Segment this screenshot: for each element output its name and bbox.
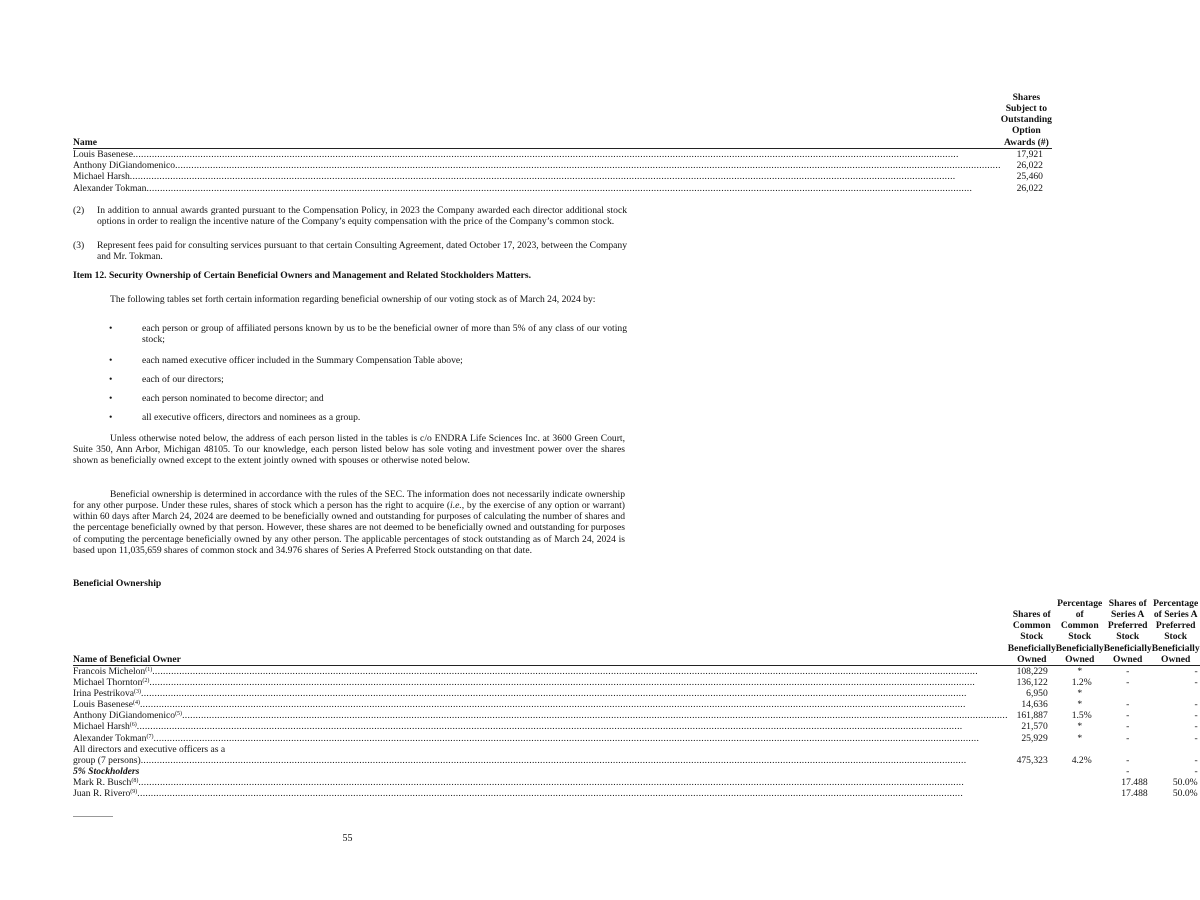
- item-12-heading: Item 12. Security Ownership of Certain Beneficial Owners and Management and Related Stockholders Matters.: [73, 270, 532, 281]
- list-item: • each person or group of affiliated persons known by us to be the beneficial owner of more than 5% of any class of our voting stock;: [109, 323, 627, 346]
- common-pct-value: *: [1077, 732, 1083, 744]
- group-preferred-shares-value: -: [1126, 754, 1130, 766]
- intro-paragraph: The following tables set forth certain information regarding beneficial ownership of our voting stock as of March 24, 2024 by:: [110, 294, 596, 305]
- column-header-owner: Name of Beneficial Owner: [73, 598, 1008, 665]
- group-label-line2: group (7 persons): [73, 754, 141, 766]
- list-item: • each person nominated to become director; and: [109, 393, 324, 404]
- preferred-shares-value: -: [1126, 732, 1130, 744]
- list-item: • each of our directors;: [109, 374, 224, 385]
- common-pct-value: *: [1077, 688, 1083, 699]
- option-awards-value: 26,022: [1016, 160, 1043, 171]
- table-row: Irina Pestrikova$^{(3)}$ ..... 6,950 *: [73, 688, 1200, 699]
- common-shares-value: 6,950: [1026, 688, 1048, 699]
- column-header-preferred-pct: Percentage of Series A Preferred Stock Beneficially Owned: [1151, 598, 1200, 665]
- preferred-pct-value: -: [1194, 710, 1198, 722]
- option-awards-value: 26,022: [1016, 182, 1043, 194]
- director-name: Louis Basenese: [73, 148, 133, 160]
- table-row: Michael Thornton$^{(2)}$ ..... 136,122 1.2% - -: [73, 677, 1200, 688]
- table-row-section-label: [73, 766, 1200, 777]
- preferred-pct-value: [1152, 688, 1200, 699]
- common-shares-value: 14,636: [1021, 699, 1048, 711]
- column-header-preferred-shares: Shares of Series A Preferred Stock Beneficially Owned: [1103, 598, 1152, 665]
- owner-name: Anthony DiGiandomenico: [73, 710, 176, 722]
- preferred-pct-value: -: [1194, 699, 1198, 711]
- beneficial-ownership-title: Beneficial Ownership: [73, 578, 162, 589]
- table-row: Francois Michelon$^{(1)}$ ..... 108,229 * - -: [73, 665, 1200, 677]
- common-shares-value: 161,887: [1016, 710, 1048, 722]
- column-header-common-pct: Percentage of Common Stock Beneficially Owned: [1055, 598, 1104, 665]
- preferred-shares-value: -: [1126, 765, 1130, 777]
- table-row: [73, 160, 1052, 171]
- list-item: • each named executive officer included in the Summary Compensation Table above;: [109, 355, 463, 366]
- owner-name: Irina Pestrikova: [73, 688, 135, 699]
- page-number: 55: [342, 833, 353, 844]
- owner-name: Mark R. Busch: [73, 777, 132, 788]
- five-percent-stockholders-label: 5% Stockholders: [73, 765, 140, 777]
- table-row: [73, 183, 1052, 194]
- common-shares-value: 108,229: [1016, 665, 1048, 677]
- column-header-option-awards: Shares Subject to Outstanding Option Awards (#): [1000, 92, 1052, 148]
- director-option-awards-table: [73, 92, 1052, 194]
- group-preferred-pct-value: -: [1194, 754, 1198, 766]
- common-pct-value: 1.5%: [1071, 710, 1092, 722]
- table-row: Anthony DiGiandomenico$^{(5)}$ ..... 161,887 1.5% - -: [73, 710, 1200, 721]
- preferred-shares-value: [1104, 688, 1152, 699]
- owner-name: Louis Basenese: [73, 699, 133, 711]
- table-row: Louis Basenese$^{(4)}$ ..... 14,636 * - -: [73, 699, 1200, 710]
- preferred-pct-value: -: [1194, 676, 1198, 688]
- preferred-shares-value: 17.488: [1121, 777, 1148, 788]
- footnote-2: (2) In addition to annual awards granted pursuant to the Compensation Policy, in 2023 the Company awarded each director additional stock options in order to realign the incentive nature of the Company’s equity compensation with the price of the Company’s common stock.: [73, 205, 627, 228]
- common-pct-value: *: [1077, 665, 1083, 677]
- group-label-line1: All directors and executive officers as a: [73, 743, 226, 755]
- common-pct-value: *: [1077, 699, 1083, 711]
- table-row: Juan R. Rivero$^{(9)}$ ..... 17.488 50.0%: [73, 788, 1200, 799]
- group-common-shares-value: 475,323: [1016, 754, 1048, 766]
- director-name: Michael Harsh: [73, 171, 130, 183]
- preferred-pct-value: -: [1194, 721, 1198, 733]
- preferred-pct-value: 50.0%: [1172, 777, 1198, 788]
- table-row: [73, 148, 1052, 160]
- common-pct-value: 1.2%: [1071, 676, 1092, 688]
- footnote-divider: [73, 816, 113, 817]
- owner-name: Michael Harsh: [73, 721, 130, 733]
- preferred-pct-value: 50.0%: [1172, 788, 1198, 800]
- preferred-shares-value: -: [1126, 676, 1130, 688]
- preferred-pct-value: -: [1194, 765, 1198, 777]
- option-awards-value: 25,460: [1016, 171, 1043, 183]
- preferred-shares-value: -: [1126, 710, 1130, 722]
- preferred-pct-value: -: [1194, 732, 1198, 744]
- owner-name: Juan R. Rivero: [73, 788, 131, 800]
- director-name: Alexander Tokman: [73, 182, 147, 194]
- common-shares-value: 21,570: [1021, 721, 1048, 733]
- beneficial-ownership-rules-paragraph: Beneficial ownership is determined in accordance with the rules of the SEC. The information does not necessarily indicate ownership for any other purpose. Under these rules, shares of stock which a person has the right to acquire (i.e., by the exercise of any option or warrant) within 60 days after March 24, 2024 are deemed to be beneficially owned and outstanding for purposes of calculating the number of shares and the percentage beneficially owned by that person. However, these shares are not deemed to be beneficially owned and outstanding for purposes of computing the percentage beneficially owned by any other person. The applicable percentages of stock outstanding as of March 24, 2024 is based upon 11,035,659 shares of common stock and 34.976 shares of Series A Preferred Stock outstanding on that date.: [73, 489, 625, 556]
- common-shares-value: 136,122: [1016, 676, 1048, 688]
- table-row-group-label: [73, 744, 1200, 755]
- table-row: [73, 171, 1052, 182]
- column-header-name: Name: [73, 92, 1001, 148]
- owner-name: Francois Michelon: [73, 665, 146, 677]
- table-row: Alexander Tokman$^{(7)}$ ..... 25,929 * - -: [73, 733, 1200, 744]
- list-item: • all executive officers, directors and nominees as a group.: [109, 412, 361, 423]
- preferred-shares-value: 17.488: [1121, 788, 1148, 800]
- preferred-pct-value: -: [1194, 665, 1198, 677]
- owner-name: Alexander Tokman: [73, 732, 147, 744]
- owner-name: Michael Thornton: [73, 676, 143, 688]
- column-header-common-shares: Shares of Common Stock Beneficially Owned: [1008, 598, 1056, 665]
- beneficial-ownership-table: [73, 598, 1200, 799]
- table-row: Mark R. Busch$^{(8)}$ ..... 17.488 50.0%: [73, 777, 1200, 788]
- option-awards-value: 17,921: [1016, 148, 1043, 160]
- address-paragraph: Unless otherwise noted below, the address of each person listed in the tables is c/o ENDRA Life Sciences Inc. at 3600 Green Court, Suite 350, Ann Arbor, Michigan 48105. To our knowledge, each person listed below has sole voting and investment power over the shares shown as beneficially owned except to the extent jointly owned with spouses or otherwise noted below.: [73, 433, 625, 467]
- group-common-pct-value: 4.2%: [1071, 754, 1092, 766]
- table-row: [73, 755, 1200, 766]
- footnote-3: (3) Represent fees paid for consulting services pursuant to that certain Consulting Agreement, dated October 17, 2023, between the Company and Mr. Tokman.: [73, 240, 627, 263]
- preferred-shares-value: -: [1126, 665, 1130, 677]
- common-pct-value: *: [1077, 721, 1083, 733]
- preferred-shares-value: -: [1126, 699, 1130, 711]
- preferred-shares-value: -: [1126, 721, 1130, 733]
- table-row: Michael Harsh$^{(6)}$ ..... 21,570 * - -: [73, 721, 1200, 732]
- common-shares-value: 25,929: [1021, 732, 1048, 744]
- director-name: Anthony DiGiandomenico: [73, 160, 176, 171]
